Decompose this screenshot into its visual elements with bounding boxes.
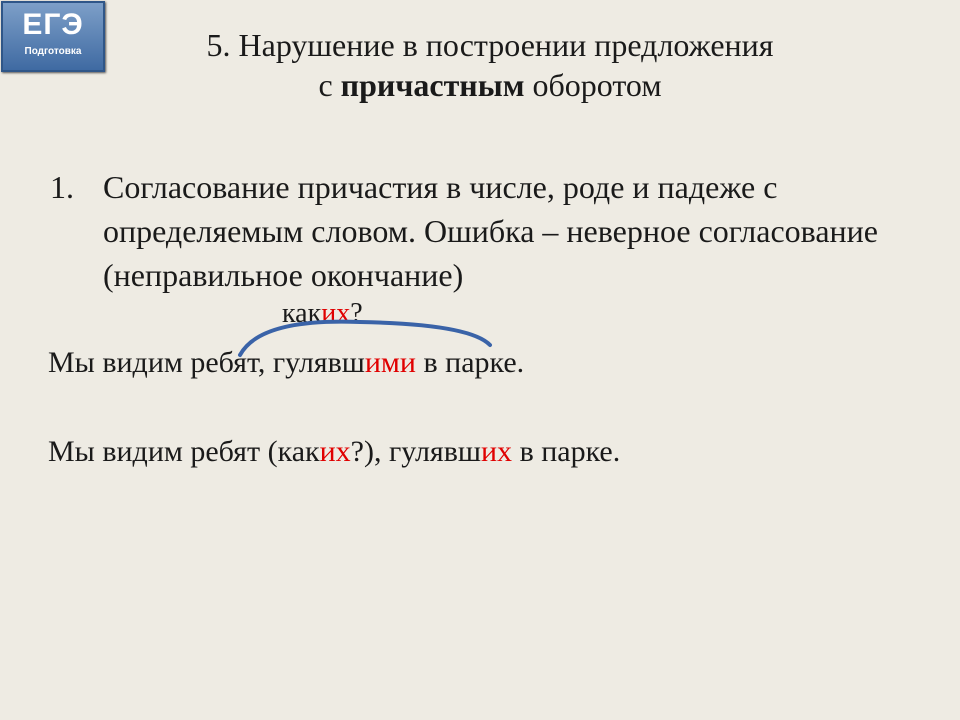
title-bold-word: причастным: [340, 67, 525, 103]
correct-sentence: [48, 434, 620, 470]
rule-number: 1.: [50, 169, 74, 205]
title-line2-pre: с: [318, 67, 341, 103]
wrong-part1: Мы видим ребят, гулявш: [48, 346, 365, 379]
wrong-sentence: [48, 345, 524, 381]
correct-ending1: их: [319, 435, 351, 468]
correct-part3: в парке.: [512, 435, 621, 468]
title-line2-post: оборотом: [524, 67, 662, 103]
rule-text: Согласование причастия в числе, роде и падеже с определяемым словом. Ошибка – неверное согласование (неправильное окончание): [103, 169, 878, 293]
wrong-ending: ими: [364, 346, 416, 379]
correct-part2: ?), гулявш: [350, 435, 481, 468]
hint-stem: как: [282, 298, 322, 329]
hint-mark: ?: [350, 298, 363, 329]
hint-ending: их: [321, 298, 351, 329]
title-line-1: 5. Нарушение в построении предложения: [206, 27, 774, 63]
logo-sub-text: Подготовка: [24, 46, 82, 57]
logo-main-text: ЕГЭ: [22, 8, 84, 41]
correct-ending2: их: [481, 435, 513, 468]
correct-part1: Мы видим ребят (как: [48, 435, 320, 468]
wrong-part2: в парке.: [415, 346, 525, 379]
